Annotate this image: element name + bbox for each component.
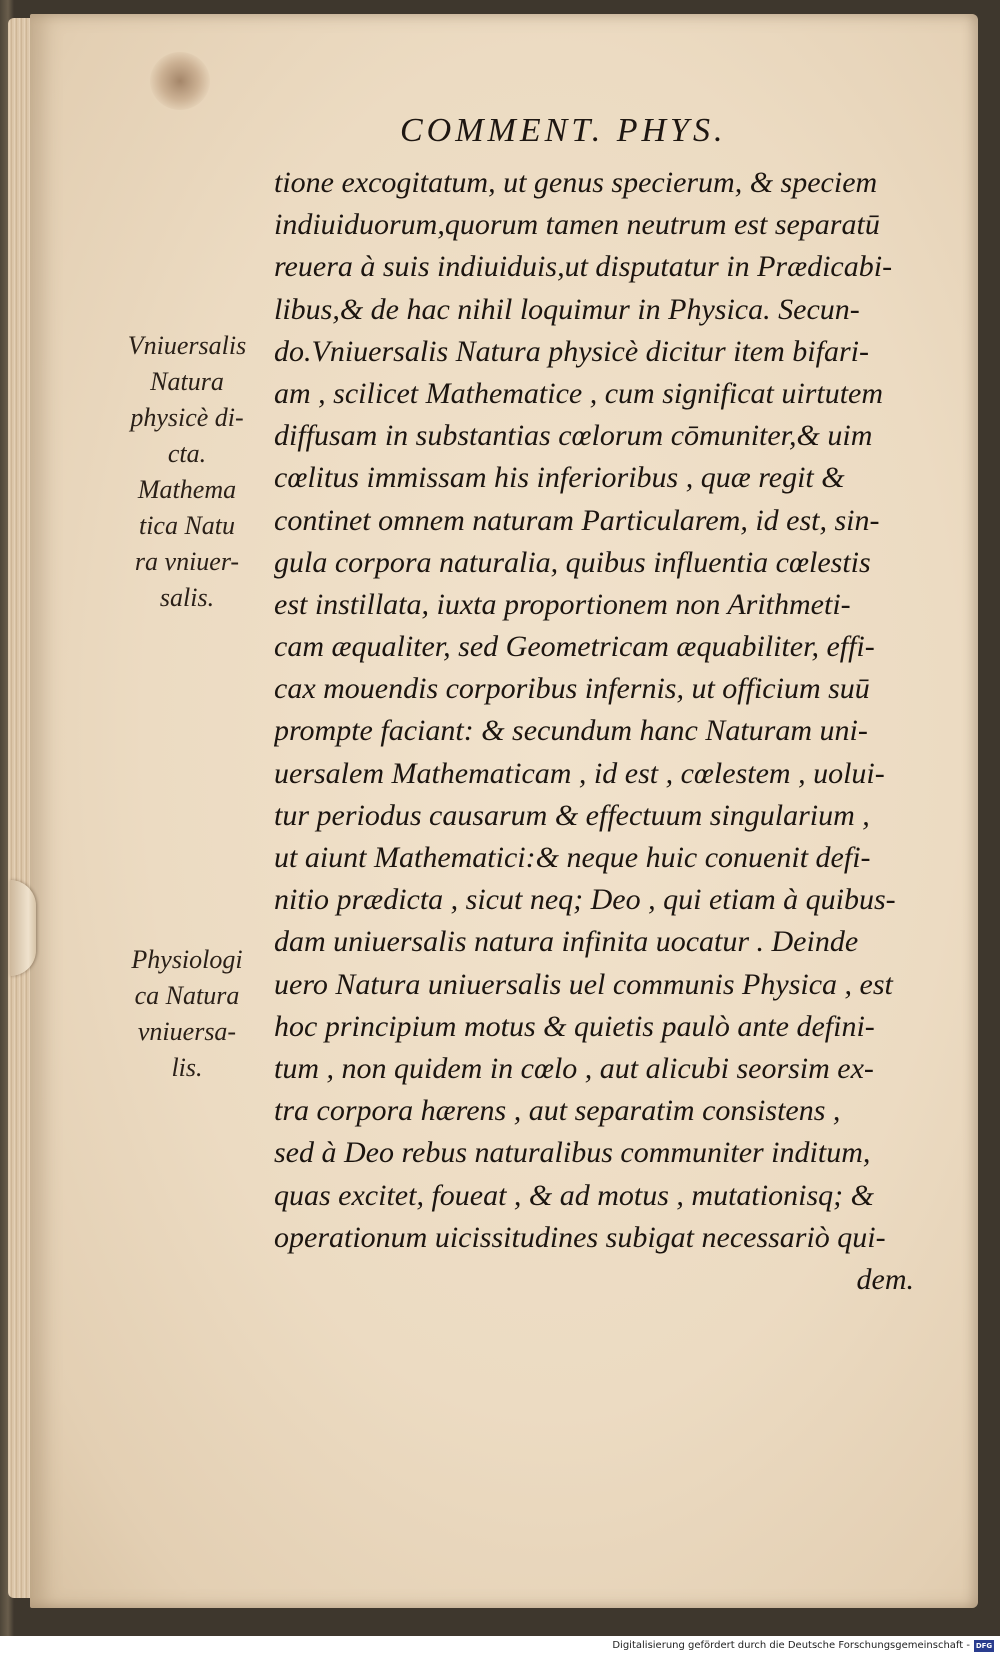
dfg-logo: DFG <box>975 1642 993 1650</box>
text-line: dam uniuersalis natura infinita uocatur . Deinde <box>274 925 859 959</box>
text-line: continet omnem naturam Particularem, id est, sin- <box>274 503 880 537</box>
text-line: uersalem Mathematicam , id est , cœlestem , uolui- <box>274 756 885 790</box>
text-line: nitio prædicta , sicut neq; Deo , qui etiam à quibus- <box>274 883 896 917</box>
text-line: prompte faciant: & secundum hanc Naturam uni- <box>274 714 868 748</box>
text-line: am , scilicet Mathematice , cum significat uirtutem <box>274 376 884 410</box>
text-line: cam æqualiter, sed Geometricam æquabiliter, effi- <box>274 630 875 664</box>
text-line: uero Natura uniuersalis uel communis Physica , est <box>274 967 893 1001</box>
text-line: do.Vniuersalis Natura physicè dicitur item bifari- <box>274 334 869 368</box>
marginal-note-line: ra vniuer- <box>134 547 240 576</box>
text-line: cœlitus immissam his inferioribus , quæ regit & <box>274 461 845 495</box>
marginal-note-line: Mathema <box>137 475 237 504</box>
marginal-note-2 <box>112 942 262 1086</box>
marginal-note-line: Natura <box>150 367 224 396</box>
body-text <box>274 162 914 1301</box>
text-line: indiuiduorum,quorum tamen neutrum est separatū <box>274 208 880 242</box>
text-line: libus,& de hac nihil loquimur in Physica. Secun- <box>274 292 860 326</box>
ink-stain <box>150 52 210 110</box>
text-line: est instillata, iuxta proportionem non Arithmeti- <box>274 587 851 621</box>
marginal-note-line: physicè di- <box>130 403 244 432</box>
page-clip <box>10 880 36 976</box>
marginal-note-line: vniuersa- <box>137 1017 237 1046</box>
text-line: hoc principium motus & quietis paulò ante defini- <box>274 1009 875 1043</box>
text-line: tur periodus causarum & effectuum singularium , <box>274 798 870 832</box>
text-line: tum , non quidem in cœlo , aut alicubi seorsim ex- <box>274 1051 874 1085</box>
marginal-note-line: Physiologi <box>131 945 243 974</box>
funding-credit: Digitalisierung gefördert durch die Deutsche Forschungsgemeinschaft - <box>612 1640 970 1651</box>
text-line: tione excogitatum, ut genus specierum, & speciem <box>274 166 878 199</box>
text-line: gula corpora naturalia, quibus influentia cœlestis <box>274 545 871 579</box>
text-line: dem. <box>856 1262 914 1296</box>
text-line: reuera à suis indiuiduis,ut disputatur in Prædicabi- <box>274 250 893 284</box>
marginal-note-line: salis. <box>159 583 215 612</box>
text-line: quas excitet, foueat , & ad motus , mutationisq; & <box>274 1178 874 1212</box>
marginal-note-line: lis. <box>171 1053 203 1082</box>
text-line: diffusam in substantias cœlorum cōmuniter,& uim <box>274 419 873 453</box>
text-line: ut aiunt Mathematici:& neque huic conuenit defi- <box>274 841 871 874</box>
text-line: operationum uicissitudines subigat necessariò qui- <box>274 1220 886 1254</box>
footer-bar <box>0 1636 1000 1657</box>
text-line: cax mouendis corporibus infernis, ut officium suū <box>274 672 870 706</box>
text-line: sed à Deo rebus naturalibus communiter inditum, <box>274 1136 871 1170</box>
text-line: tra corpora hærens , aut separatim consistens , <box>274 1094 841 1128</box>
marginal-note-line: tica Natu <box>138 511 236 540</box>
marginal-note-line: Vniuersalis <box>127 331 247 360</box>
marginal-note-line: ca Natura <box>134 981 240 1010</box>
marginal-note-line: cta. <box>167 439 207 468</box>
marginal-note-1 <box>112 328 262 616</box>
running-header: COMMENT. PHYS. <box>400 112 727 149</box>
